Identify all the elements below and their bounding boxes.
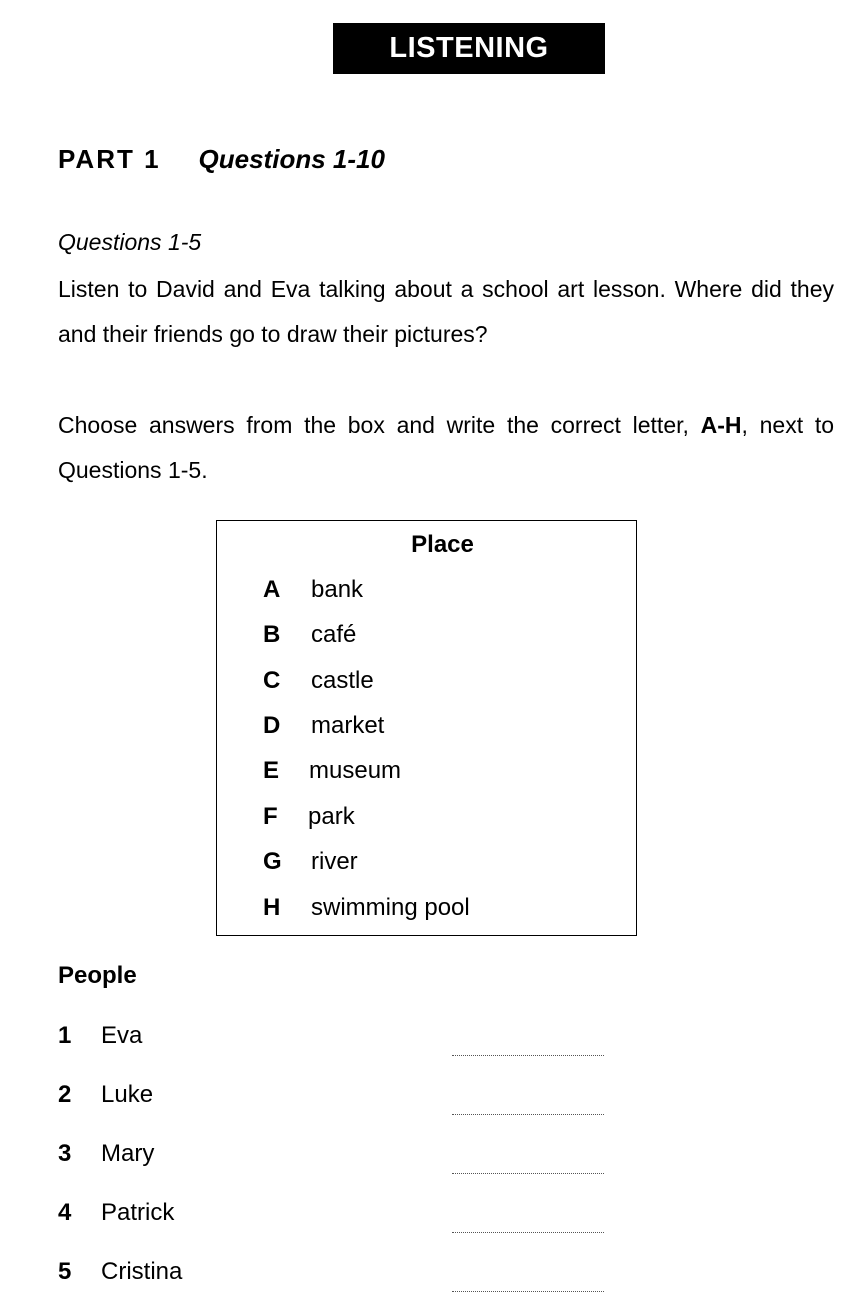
question-row bbox=[58, 1081, 618, 1121]
choose-letter-range: A-H bbox=[700, 412, 742, 438]
place-option bbox=[263, 757, 401, 785]
question-row bbox=[58, 1258, 618, 1298]
option-letter: H bbox=[263, 894, 281, 921]
question-number: 1 bbox=[58, 1022, 72, 1049]
question-row bbox=[58, 1022, 618, 1062]
option-letter: A bbox=[263, 576, 281, 603]
place-option bbox=[263, 894, 470, 922]
option-letter: G bbox=[263, 848, 282, 875]
place-options-box bbox=[216, 520, 637, 936]
option-letter: B bbox=[263, 621, 281, 648]
person-name: Patrick bbox=[101, 1199, 175, 1226]
question-row bbox=[58, 1199, 618, 1239]
question-row bbox=[58, 1140, 618, 1180]
person-name: Eva bbox=[101, 1022, 143, 1049]
place-option bbox=[263, 576, 363, 604]
answer-blank[interactable] bbox=[452, 1055, 604, 1056]
intro-paragraph: Listen to David and Eva talking about a school art lesson. Where did they and their friends go to draw their pictures? bbox=[58, 276, 834, 347]
person-name: Mary bbox=[101, 1140, 155, 1167]
person-name: Luke bbox=[101, 1081, 154, 1108]
answer-blank[interactable] bbox=[452, 1173, 604, 1174]
option-letter: F bbox=[263, 803, 278, 830]
choose-instruction bbox=[58, 403, 834, 493]
option-text: castle bbox=[311, 667, 374, 694]
question-number: 3 bbox=[58, 1140, 72, 1167]
choose-text-after: , next to Questions 1-5. bbox=[58, 412, 834, 483]
option-text: museum bbox=[309, 757, 402, 784]
answer-blank[interactable] bbox=[452, 1291, 604, 1292]
question-number: 4 bbox=[58, 1199, 72, 1226]
option-letter: E bbox=[263, 757, 280, 784]
option-text: river bbox=[311, 848, 358, 875]
question-number: 2 bbox=[58, 1081, 72, 1108]
option-letter: D bbox=[263, 712, 281, 739]
option-letter: C bbox=[263, 667, 281, 694]
place-box-title: Place bbox=[411, 531, 474, 558]
questions-sub-heading: Questions 1-5 bbox=[58, 229, 202, 255]
option-text: market bbox=[311, 712, 385, 739]
person-name: Cristina bbox=[101, 1258, 183, 1285]
place-option bbox=[263, 712, 384, 740]
answer-blank[interactable] bbox=[452, 1114, 604, 1115]
option-text: bank bbox=[311, 576, 364, 603]
part-questions: Questions 1-10 bbox=[198, 144, 385, 174]
part-label: PART 1 bbox=[58, 144, 161, 174]
section-title: LISTENING bbox=[333, 23, 605, 74]
place-option bbox=[263, 848, 358, 876]
question-number: 5 bbox=[58, 1258, 72, 1285]
people-heading: People bbox=[58, 962, 137, 989]
place-option bbox=[263, 667, 374, 695]
place-option bbox=[263, 621, 356, 649]
place-option bbox=[263, 803, 355, 831]
answer-blank[interactable] bbox=[452, 1232, 604, 1233]
choose-text-before: Choose answers from the box and write the correct letter, bbox=[58, 412, 701, 438]
option-text: park bbox=[308, 803, 355, 830]
option-text: swimming pool bbox=[311, 894, 470, 921]
part-heading bbox=[58, 144, 385, 175]
option-text: café bbox=[311, 621, 357, 648]
